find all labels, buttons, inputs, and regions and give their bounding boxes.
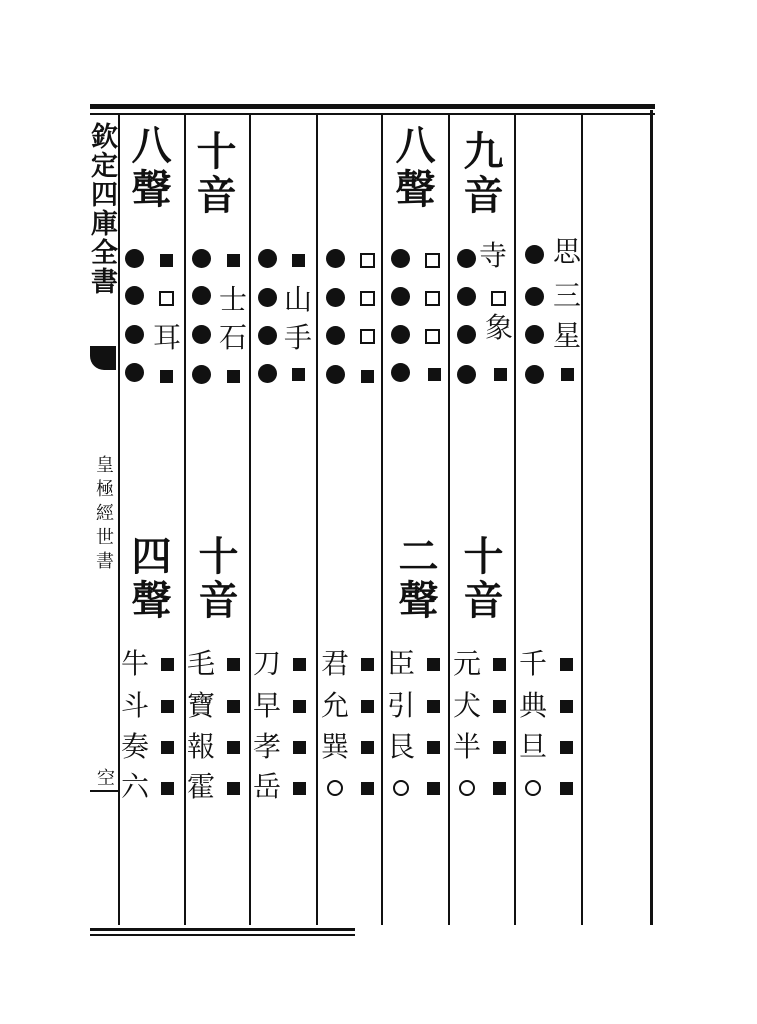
filled-dot-symbol — [522, 322, 546, 346]
upper-header-c2: 十音 — [190, 130, 237, 218]
open-square-symbol — [355, 286, 379, 310]
filled-dot-symbol — [388, 284, 412, 308]
rhyme-character: 山 — [283, 283, 312, 316]
bottom-border-inner — [90, 934, 355, 936]
upper-header-c6: 九音 — [457, 130, 504, 218]
rhyme-character: 巽 — [320, 730, 349, 763]
filled-square-symbol — [154, 364, 178, 388]
filled-dot-symbol — [255, 323, 279, 347]
filled-square-symbol — [487, 652, 511, 676]
filled-dot-symbol — [323, 362, 347, 386]
filled-dot-symbol — [388, 360, 412, 384]
column-rule — [514, 115, 516, 925]
filled-square-symbol — [155, 652, 179, 676]
work-title: 皇極經世書 — [93, 455, 114, 575]
open-square-symbol — [154, 286, 178, 310]
filled-square-symbol — [554, 694, 578, 718]
open-square-symbol — [355, 248, 379, 272]
filled-square-symbol — [421, 652, 445, 676]
right-border — [650, 110, 653, 925]
rhyme-character: 象 — [484, 311, 513, 344]
filled-square-symbol — [554, 776, 578, 800]
rhyme-character: 孝 — [252, 730, 281, 763]
column-rule — [118, 115, 120, 925]
filled-square-symbol — [155, 776, 179, 800]
rhyme-character: 半 — [452, 730, 481, 763]
open-circle-symbol — [455, 776, 479, 800]
bottom-border — [90, 928, 355, 931]
filled-dot-symbol — [122, 322, 146, 346]
filled-dot-symbol — [522, 362, 546, 386]
filled-square-symbol — [286, 248, 310, 272]
book-title: 欽定四庫全書 — [86, 122, 117, 296]
filled-square-symbol — [555, 362, 579, 386]
filled-dot-symbol — [189, 322, 213, 346]
rhyme-character: 早 — [252, 689, 281, 722]
filled-dot-symbol — [454, 362, 478, 386]
filled-dot-symbol — [454, 322, 478, 346]
rhyme-character: 寺 — [478, 239, 507, 272]
upper-header-c1: 八聲 — [125, 124, 172, 212]
rhyme-character: 犬 — [452, 689, 481, 722]
filled-square-symbol — [554, 735, 578, 759]
open-square-symbol — [486, 286, 510, 310]
filled-square-symbol — [221, 776, 245, 800]
rhyme-character: 君 — [320, 647, 349, 680]
open-square-symbol — [420, 248, 444, 272]
rhyme-character: 元 — [452, 647, 481, 680]
top-border — [90, 104, 655, 109]
filled-square-symbol — [287, 652, 311, 676]
filled-dot-symbol — [255, 361, 279, 385]
rhyme-character: 手 — [283, 321, 312, 354]
rhyme-character: 耳 — [152, 321, 181, 354]
open-circle-symbol — [389, 776, 413, 800]
column-rule — [581, 115, 583, 925]
filled-square-symbol — [487, 735, 511, 759]
rhyme-character: 思 — [552, 235, 581, 268]
filled-square-symbol — [286, 362, 310, 386]
rhyme-character: 三 — [552, 279, 581, 312]
rhyme-character: 星 — [552, 319, 581, 352]
filled-square-symbol — [355, 364, 379, 388]
filled-square-symbol — [487, 776, 511, 800]
open-square-symbol — [355, 324, 379, 348]
lower-header-c6: 十音 — [457, 535, 504, 623]
filled-dot-symbol — [388, 246, 412, 270]
filled-dot-symbol — [323, 323, 347, 347]
rhyme-character: 毛 — [186, 647, 215, 680]
filled-dot-symbol — [323, 246, 347, 270]
filled-dot-symbol — [189, 362, 213, 386]
filled-dot-symbol — [255, 246, 279, 270]
filled-dot-symbol — [454, 284, 478, 308]
filled-square-symbol — [221, 652, 245, 676]
filled-square-symbol — [421, 694, 445, 718]
filled-square-symbol — [355, 694, 379, 718]
filled-dot-symbol — [122, 246, 146, 270]
filled-square-symbol — [487, 694, 511, 718]
open-square-symbol — [420, 324, 444, 348]
filled-dot-symbol — [189, 246, 213, 270]
rhyme-character: 士 — [218, 283, 247, 316]
filled-square-symbol — [554, 652, 578, 676]
filled-square-symbol — [154, 248, 178, 272]
rhyme-character: 引 — [386, 689, 415, 722]
filled-square-symbol — [421, 735, 445, 759]
margin-rule — [90, 790, 118, 792]
rhyme-character: 千 — [518, 647, 547, 680]
filled-dot-symbol — [388, 322, 412, 346]
filled-dot-symbol — [454, 246, 478, 270]
column-rule — [448, 115, 450, 925]
filled-square-symbol — [488, 362, 512, 386]
lower-header-c2: 十音 — [192, 535, 239, 623]
lower-header-c1: 四聲 — [125, 535, 172, 623]
filled-dot-symbol — [522, 242, 546, 266]
rhyme-character: 報 — [186, 730, 215, 763]
filled-square-symbol — [355, 735, 379, 759]
column-rule — [381, 115, 383, 925]
filled-dot-symbol — [255, 285, 279, 309]
rhyme-character: 奏 — [120, 730, 149, 763]
open-circle-symbol — [521, 776, 545, 800]
rhyme-character: 允 — [320, 689, 349, 722]
filled-dot-symbol — [323, 285, 347, 309]
filled-square-symbol — [221, 364, 245, 388]
rhyme-character: 斗 — [120, 689, 149, 722]
filled-square-symbol — [355, 776, 379, 800]
filled-dot-symbol — [122, 360, 146, 384]
rhyme-character: 六 — [120, 770, 149, 803]
filled-square-symbol — [287, 776, 311, 800]
filled-square-symbol — [287, 735, 311, 759]
lower-header-c5: 二聲 — [392, 535, 439, 623]
open-square-symbol — [420, 286, 444, 310]
filled-square-symbol — [287, 694, 311, 718]
column-rule — [249, 115, 251, 925]
rhyme-character: 霍 — [186, 770, 215, 803]
filled-square-symbol — [421, 776, 445, 800]
filled-square-symbol — [422, 362, 446, 386]
page-number: 空 — [94, 768, 115, 786]
filled-dot-symbol — [122, 283, 146, 307]
rhyme-character: 典 — [518, 689, 547, 722]
rhyme-character: 臣 — [386, 647, 415, 680]
column-rule — [316, 115, 318, 925]
rhyme-character: 牛 — [120, 647, 149, 680]
filled-dot-symbol — [189, 283, 213, 307]
rhyme-character: 岳 — [252, 770, 281, 803]
upper-header-c5: 八聲 — [389, 124, 436, 212]
filled-square-symbol — [221, 248, 245, 272]
filled-dot-symbol — [522, 284, 546, 308]
rhyme-character: 刀 — [252, 647, 281, 680]
rhyme-character: 艮 — [386, 730, 415, 763]
open-circle-symbol — [323, 776, 347, 800]
filled-square-symbol — [221, 694, 245, 718]
filled-square-symbol — [221, 735, 245, 759]
filled-square-symbol — [155, 735, 179, 759]
fish-tail-mark — [90, 346, 116, 370]
rhyme-character: 旦 — [518, 730, 547, 763]
rhyme-character: 石 — [218, 321, 247, 354]
filled-square-symbol — [355, 652, 379, 676]
rhyme-character: 寶 — [186, 689, 215, 722]
top-border-inner — [90, 113, 655, 115]
filled-square-symbol — [155, 694, 179, 718]
column-rule — [184, 115, 186, 925]
